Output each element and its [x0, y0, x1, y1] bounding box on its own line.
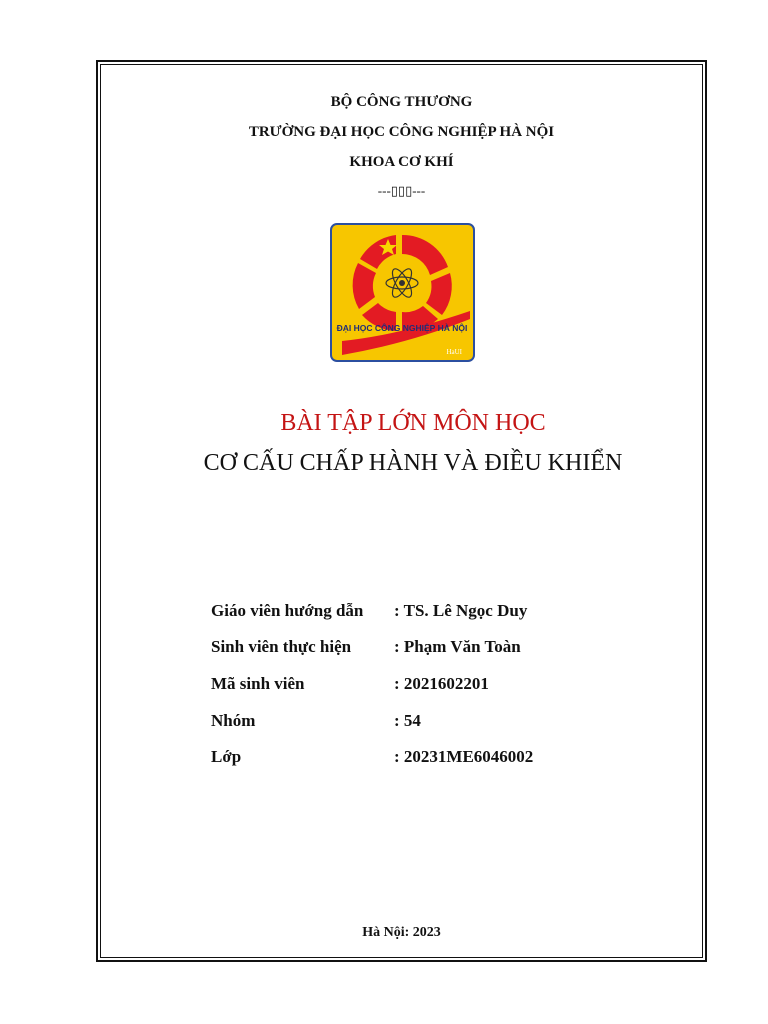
- university-heading: TRƯỜNG ĐẠI HỌC CÔNG NGHIỆP HÀ NỘI: [248, 124, 555, 140]
- ministry-heading: BỘ CÔNG THƯƠNG: [330, 94, 473, 110]
- info-label: Nhóm: [211, 711, 256, 730]
- heading-separator: ---▯▯▯---: [377, 183, 426, 198]
- info-value: : 20231ME6046002: [394, 747, 534, 766]
- course-title: CƠ CẤU CHẤP HÀNH VÀ ĐIỀU KHIỂN: [203, 450, 623, 476]
- info-value: : Phạm Văn Toàn: [394, 637, 521, 656]
- info-label: Sinh viên thực hiện: [211, 637, 352, 656]
- place-date: Hà Nội: 2023: [362, 925, 441, 940]
- info-value: : TS. Lê Ngọc Duy: [394, 601, 528, 620]
- info-label: Giáo viên hướng dẫn: [211, 601, 364, 620]
- report-title: BÀI TẬP LỚN MÔN HỌC: [280, 410, 546, 436]
- university-logo: [330, 223, 475, 362]
- info-label: Mã sinh viên: [211, 674, 305, 693]
- faculty-heading: KHOA CƠ KHÍ: [349, 154, 454, 170]
- info-value: : 54: [394, 711, 421, 730]
- info-value: : 2021602201: [394, 674, 489, 693]
- logo-abbr: HaUI: [446, 348, 462, 356]
- info-label: Lớp: [211, 747, 242, 766]
- logo-text: ĐẠI HỌC CÔNG NGHIỆP HÀ NỘI: [336, 323, 468, 333]
